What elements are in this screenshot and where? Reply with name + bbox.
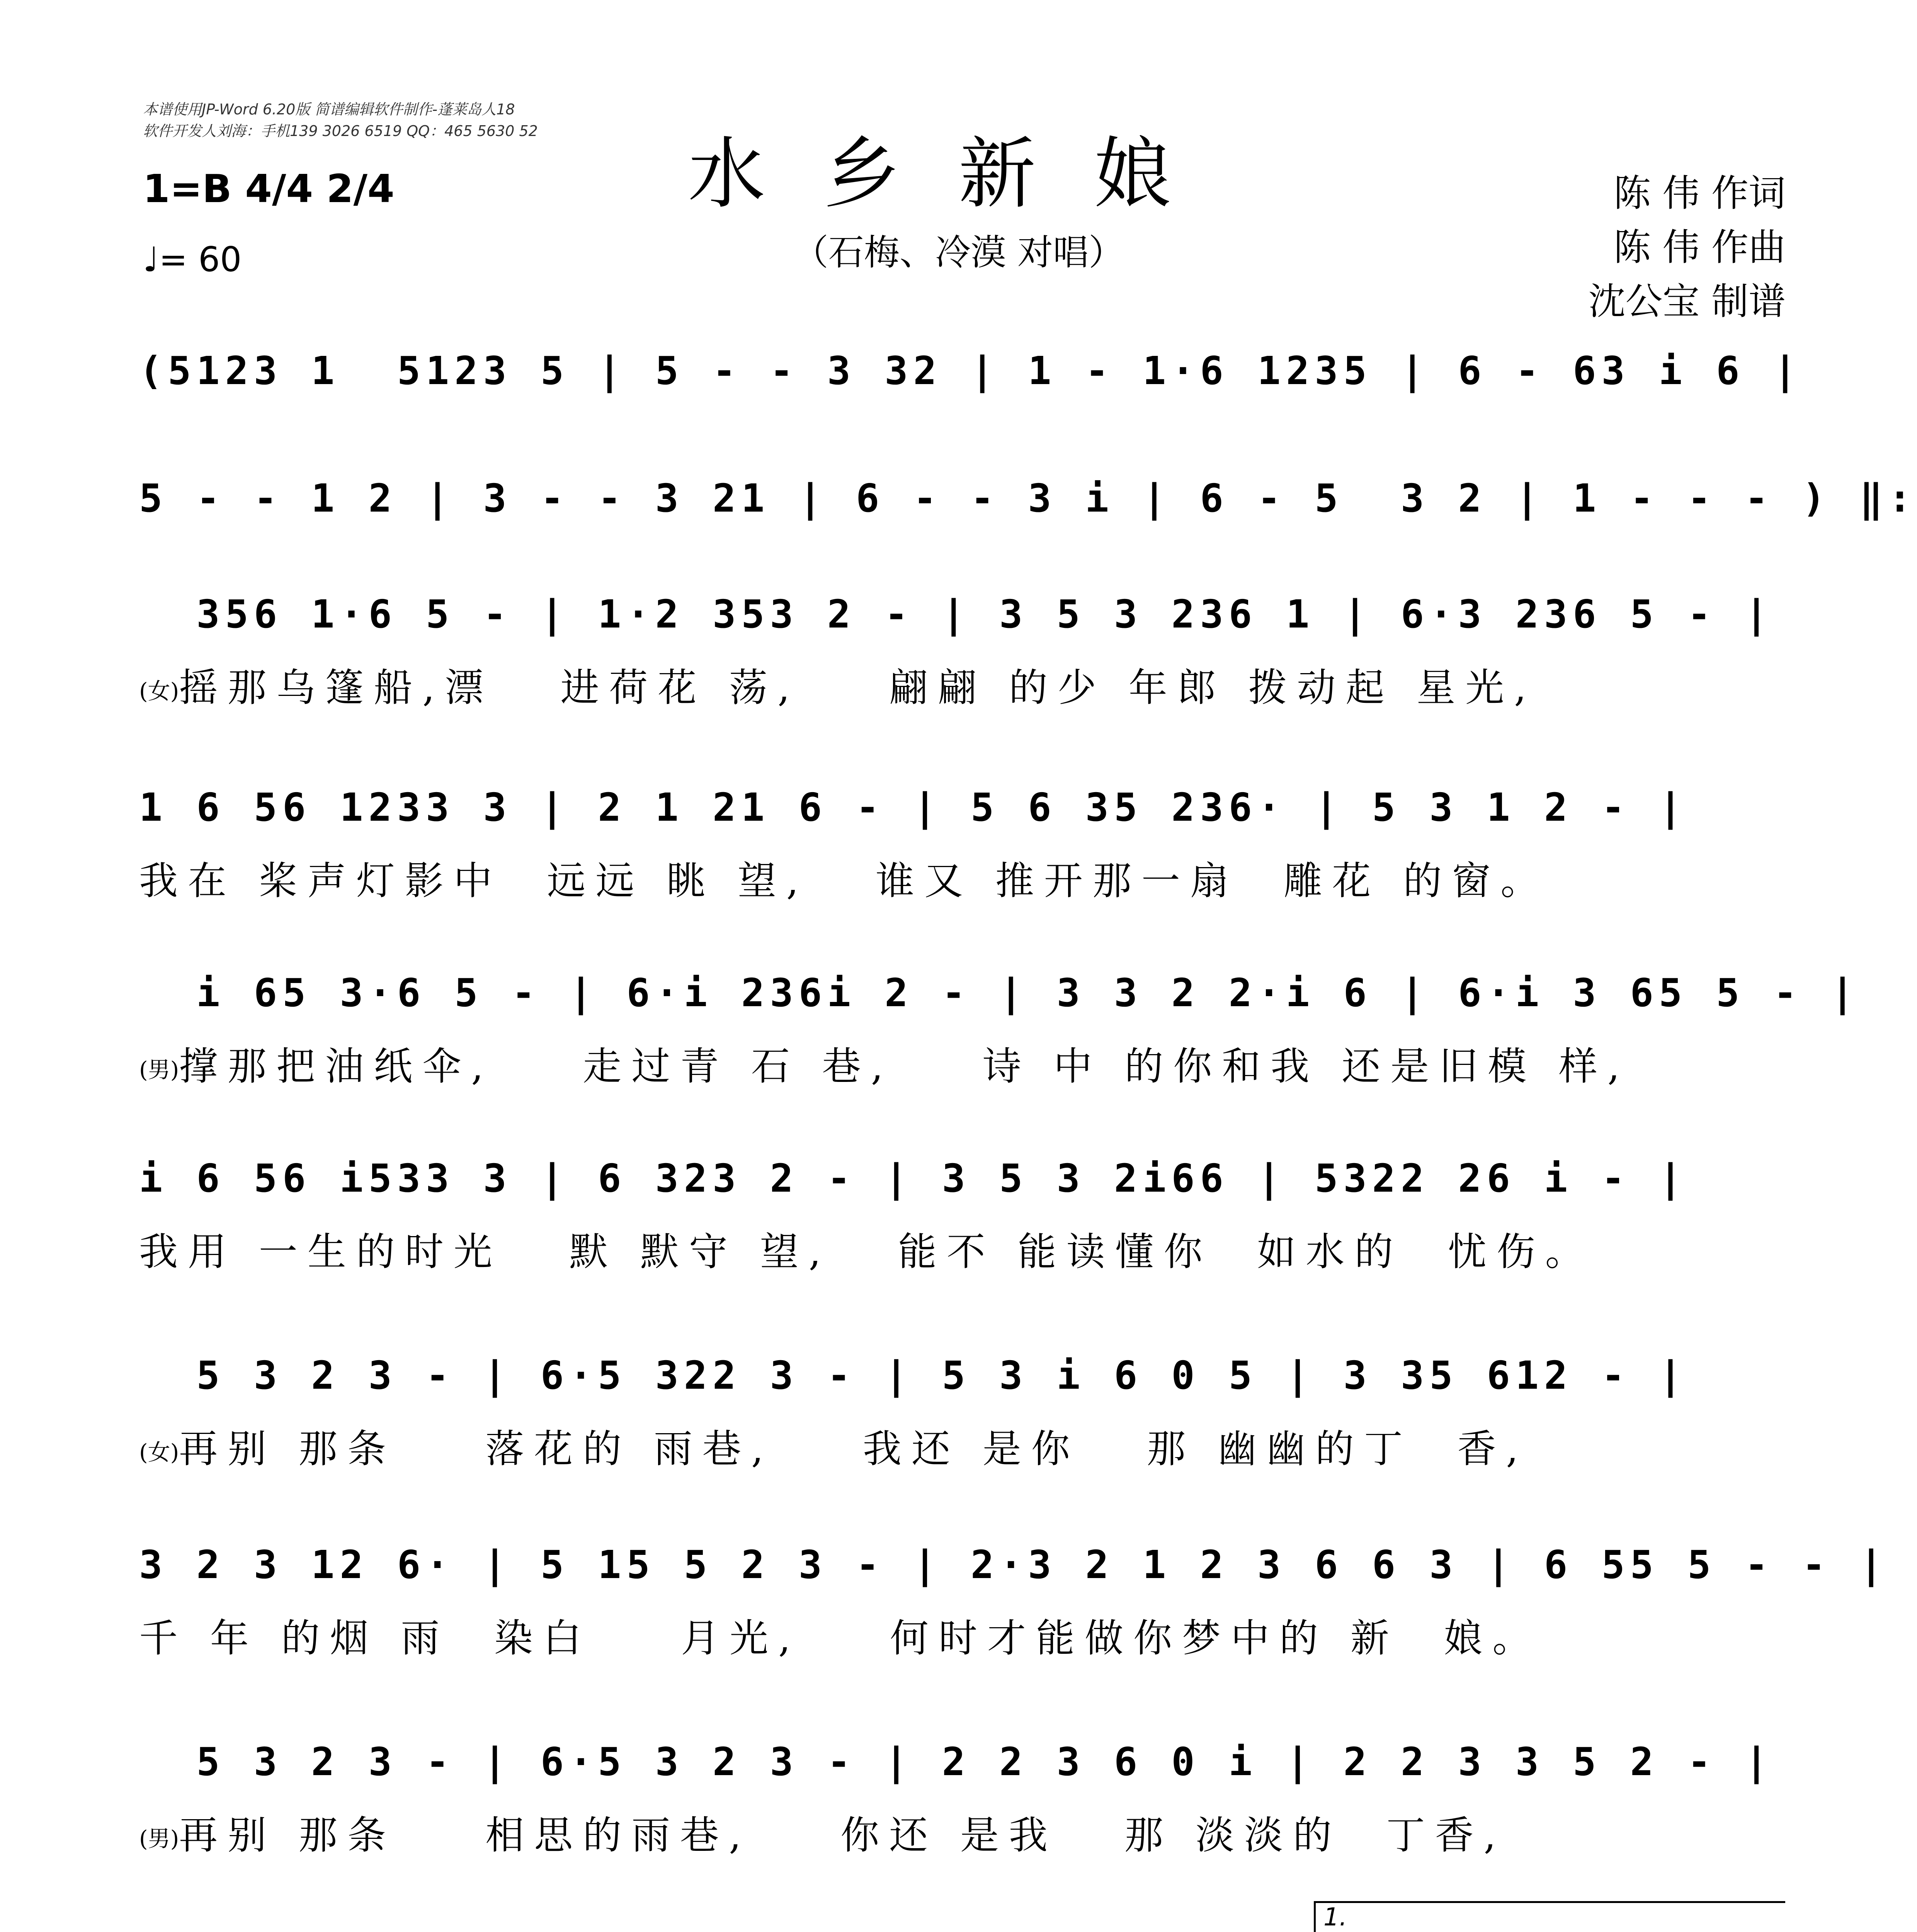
software-note-1: 本谱使用JP-Word 6.20版 简谱编辑软件制作-蓬莱岛人18 (143, 101, 515, 118)
lyric-text: 摇那乌篷船,漂 进荷花 荡, 翩翩 的少 年郎 拨动起 星光, (179, 665, 1537, 710)
system-1 (139, 348, 1802, 394)
notation-line: i 6 56 i533 3 | 6 323 2 - | 3 5 3 2i66 | 5322 26 i - | (139, 1156, 1688, 1201)
lyric-text: 再别 那条 相思的雨巷, 你还 是我 那 淡淡的 丁香, (179, 1813, 1506, 1858)
notation-line: 356 1·6 5 - | 1·2 353 2 - | 3 5 3 236 1 | 6·3 236 5 - | (139, 592, 1774, 637)
system-7 (139, 1352, 1785, 1481)
singer-role: (男) (139, 1056, 179, 1083)
key-signature: 1=B 4/4 2/4 (143, 166, 395, 211)
singer-role: (女) (139, 1439, 179, 1466)
system-8 (139, 1542, 1888, 1667)
composer: 陈 伟 作曲 (1613, 226, 1786, 269)
notation-line: 3 2 3 12 6· | 5 15 5 2 3 - | 2·3 2 1 2 3 6 6 3 | 6 55 5 - - | (139, 1542, 1888, 1587)
system-5 (139, 970, 1860, 1099)
system-4 (139, 784, 1785, 910)
notation-line: 5 3 2 3 - | 6·5 322 3 - | 5 3 i 6 0 5 | 3 35 612 - | (139, 1353, 1688, 1398)
tempo-marking: ♩= 60 (143, 240, 242, 279)
song-subtitle: （石梅、冷漠 对唱） (793, 232, 1124, 273)
first-ending-label: 1. (1323, 1903, 1347, 1932)
lyric-line: 我用 一生的时光 默 默守 望, 能不 能读懂你 如水的 忧伤。 (139, 1229, 1594, 1274)
lyric-text: 再别 那条 落花的 雨巷, 我还 是你 那 幽幽的丁 香, (179, 1426, 1529, 1471)
notation-line: 1 6 56 1233 3 | 2 1 21 6 - | 5 6 35 236· | 5 3 1 2 - | (139, 785, 1688, 830)
song-title: 水乡新娘 (688, 129, 1229, 219)
arranger: 沈公宝 制谱 (1588, 280, 1786, 323)
system-6 (139, 1155, 1785, 1281)
lyric-line (139, 1420, 1785, 1481)
lyric-line (139, 1037, 1785, 1099)
notation-line: (5123 1 5123 5 | 5 - - 3 32 | 1 - 1·6 1235 | 6 - 63 i 6 | (139, 348, 1802, 393)
lyric-line: 千 年 的烟 雨 染白 月光, 何时才能做你梦中的 新 娘。 (139, 1616, 1541, 1661)
lyric-line (139, 1806, 1785, 1867)
notation-line: 5 - - 1 2 | 3 - - 3 21 | 6 - - 3 i | 6 - 5 3 2 | 1 - - - ) ‖: (139, 476, 1917, 521)
system-2 (139, 475, 1917, 522)
lyric-text: 撑那把油纸伞, 走过青 石 巷, 诗 中 的你和我 还是旧模 样, (179, 1044, 1630, 1089)
notation-line: 5 3 2 3 - | 6·5 3 2 3 - | 2 2 3 6 0 i | 2 2 3 3 5 2 - | (139, 1739, 1774, 1784)
lyric-line: 我在 桨声灯影中 远远 眺 望, 谁又 推开那一扇 雕花 的窗。 (139, 858, 1550, 903)
system-3 (139, 591, 1785, 720)
first-ending-bracket (1314, 1901, 1785, 1932)
lyricist: 陈 伟 作词 (1613, 172, 1786, 215)
notation-line: i 65 3·6 5 - | 6·i 236i 2 - | 3 3 2 2·i 6 | 6·i 3 65 5 - | (139, 970, 1860, 1015)
software-note-2: 软件开发人刘海：手机139 3026 6519 QQ：465 5630 52 (143, 122, 538, 139)
credits-block (1588, 166, 1786, 328)
singer-role: (女) (139, 678, 179, 704)
lyric-line (139, 659, 1785, 720)
singer-role: (男) (139, 1825, 179, 1852)
system-9 (139, 1739, 1785, 1867)
